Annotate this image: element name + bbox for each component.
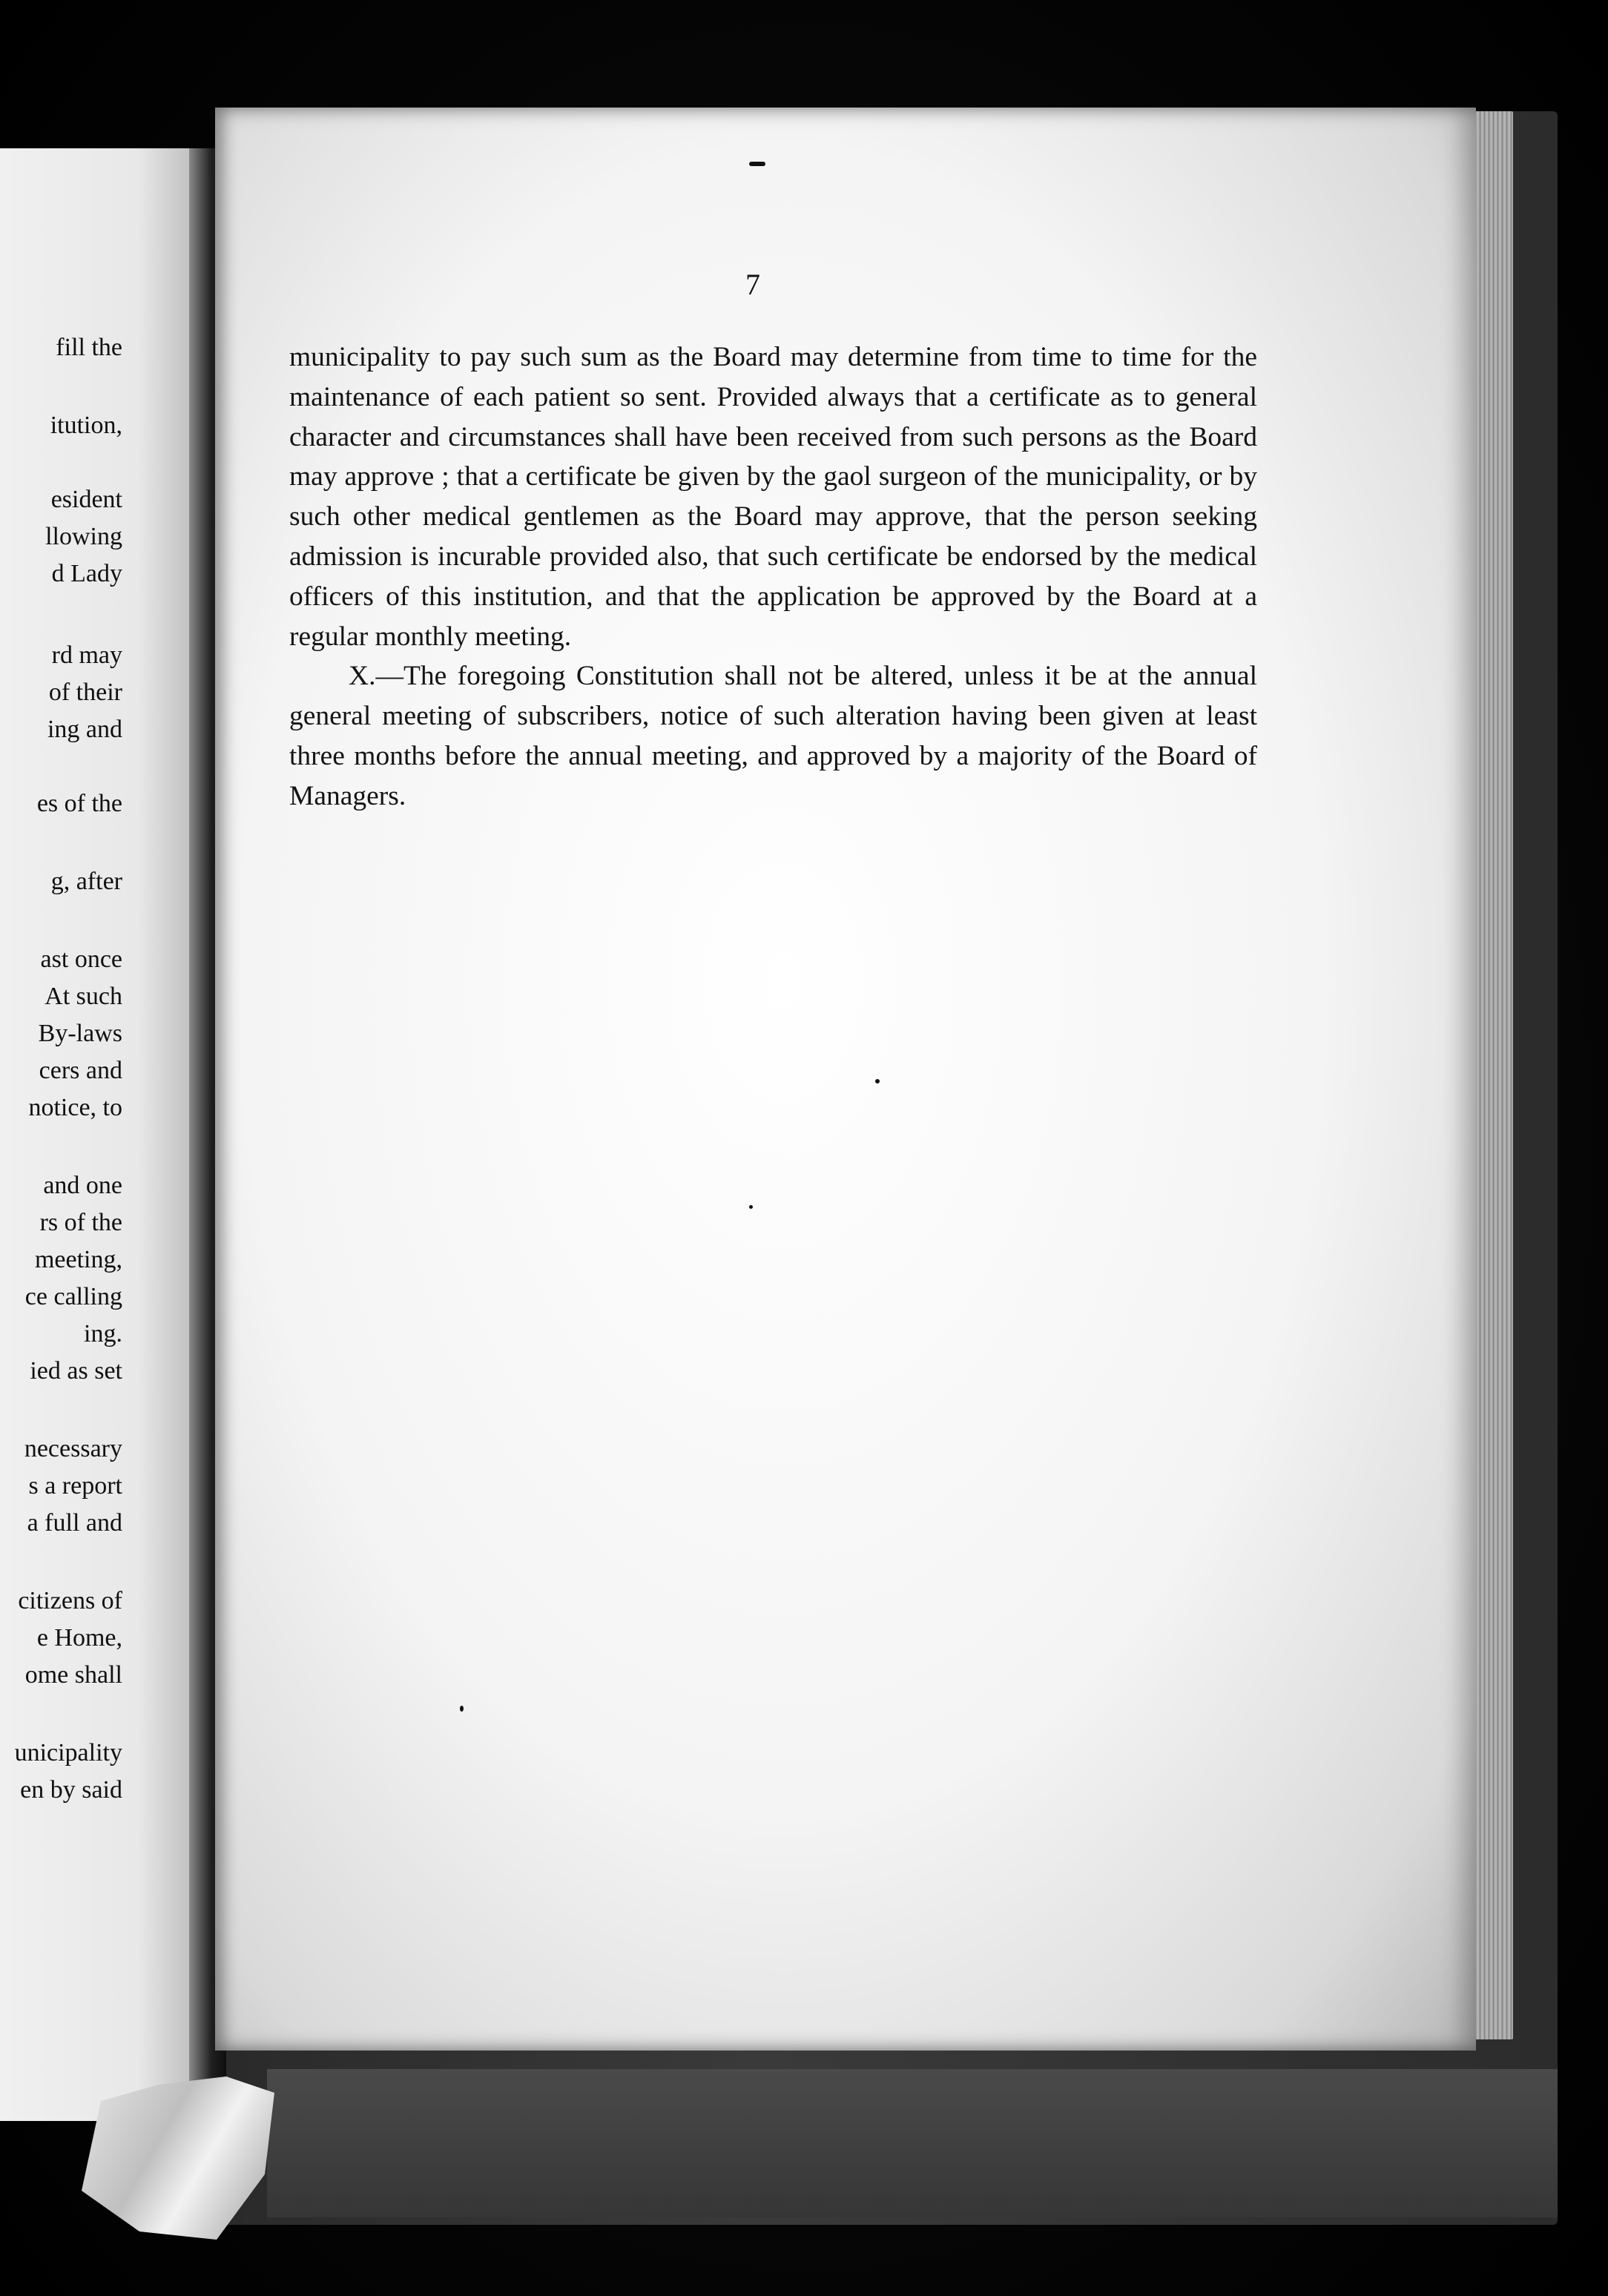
verso-line: of their bbox=[48, 679, 122, 706]
verso-line: fill the bbox=[56, 334, 122, 361]
dust-speck bbox=[749, 1205, 753, 1209]
verso-line: ome shall bbox=[24, 1661, 122, 1689]
verso-line: At such bbox=[45, 983, 122, 1010]
verso-line: meeting, bbox=[34, 1246, 122, 1273]
dust-speck bbox=[749, 162, 765, 166]
verso-line: ied as set bbox=[30, 1357, 122, 1385]
verso-line: necessary bbox=[24, 1435, 122, 1462]
verso-line: es of the bbox=[36, 790, 122, 817]
verso-line: ing and bbox=[47, 716, 122, 743]
verso-line: By-laws bbox=[38, 1020, 122, 1047]
verso-line: ing. bbox=[84, 1320, 122, 1347]
verso-line: d Lady bbox=[51, 560, 122, 587]
recto-body-text bbox=[289, 337, 1257, 817]
verso-line: ce calling bbox=[24, 1283, 122, 1310]
verso-line: e Home, bbox=[36, 1624, 122, 1652]
page-number: 7 bbox=[745, 268, 760, 301]
verso-line: a full and bbox=[27, 1509, 122, 1537]
dust-speck bbox=[875, 1079, 880, 1083]
paragraph: municipality to pay such sum as the Board may determine from time to time for the maintenance of each patient so sent. Provided always that a certificate as to general character and circumstances shall have been received from such persons as the Board may approve ; that a certificate be given by the gaol surgeon of the municipality, or by such other medical gentlemen as the Board may approve, that the person seeking admission is incurable provided also, that such certificate be endorsed by the medical officers of this institution, and that the application be approved by the Board at a regular monthly meeting. bbox=[289, 342, 1257, 652]
verso-line: ast once bbox=[40, 946, 122, 973]
paragraph: X.—The foregoing Constitution shall not be altered, unless it be at the annual general meeting of subscribers, notice of such alteration having been given at least three months before the annual meeting, and approved by a majority of the Board of Managers. bbox=[289, 661, 1257, 811]
verso-line: notice, to bbox=[28, 1094, 122, 1121]
verso-line: citizens of bbox=[18, 1587, 122, 1614]
verso-line: cers and bbox=[39, 1057, 122, 1084]
verso-line: esident bbox=[50, 486, 122, 513]
verso-line: llowing bbox=[45, 523, 122, 550]
verso-line: itution, bbox=[50, 412, 122, 439]
verso-line: en by said bbox=[20, 1776, 122, 1804]
verso-line: and one bbox=[43, 1172, 122, 1199]
verso-line: g, after bbox=[50, 868, 122, 895]
verso-page bbox=[0, 148, 197, 2121]
verso-line: unicipality bbox=[14, 1739, 122, 1766]
book-cover-bottom bbox=[267, 2069, 1558, 2217]
verso-line: rd may bbox=[51, 641, 122, 669]
dust-speck bbox=[460, 1706, 464, 1712]
verso-line: s a report bbox=[28, 1472, 122, 1500]
verso-line: rs of the bbox=[39, 1209, 122, 1236]
